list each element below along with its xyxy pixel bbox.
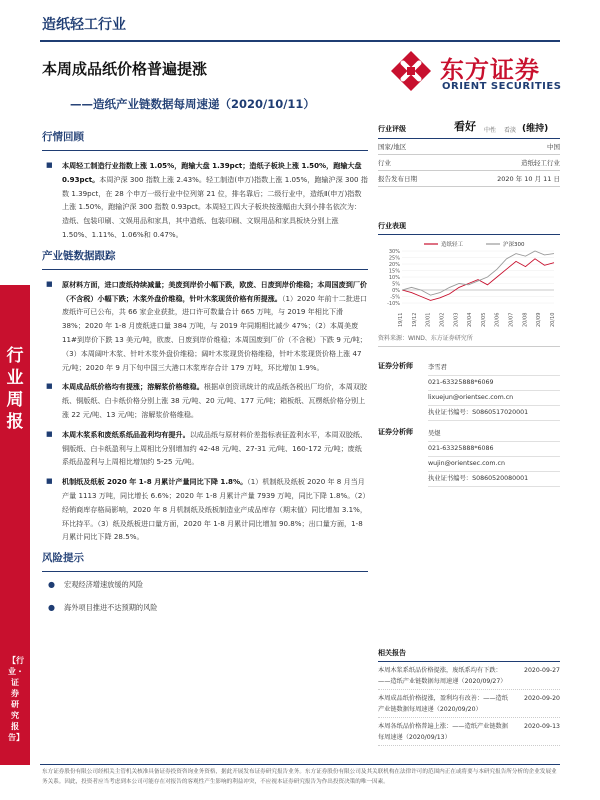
- info-key: 行业: [378, 159, 391, 167]
- analyst-info: [428, 427, 560, 487]
- bullet-lead: 本周成品纸价格均有提涨；溶解浆价格维稳。: [62, 382, 204, 392]
- y-tick-label: 15%: [388, 268, 400, 275]
- section-divider: [42, 571, 368, 572]
- bullet-paragraph: [42, 475, 368, 544]
- bullet-paragraph: [42, 278, 368, 375]
- x-tick-label: 20/08: [522, 312, 529, 327]
- x-tick-label: 20/04: [467, 312, 474, 327]
- rating-row: [378, 118, 560, 139]
- related-report-date: 2020-09-27: [524, 667, 560, 674]
- bullet-body: （1）机制纸及纸板 2020 年 8 月当月产量 1113 万吨，同比增长 6.6%；2020 年 1-8 月累计产量 7939 万吨，同比下降 1.8%。（2）经销商库存格局影响，2020 年 8 月机制纸及纸板制造业产成品库存（期末值）同比增加 3.1%，环比持平。（3）纸及纸板进口量方面，2020 年 1-8 月累计同比增加 90.8%；出口量方面，1-8 月累计同比下降 28.5%。: [62, 477, 367, 542]
- bullet-lead: 机制纸及纸板 2020 年 1-8 月累计产量同比下降 1.8%。: [62, 477, 248, 487]
- x-tick-label: 20/02: [439, 312, 446, 327]
- side-band-subtitle: 【行业・证券研究报告】: [8, 656, 24, 742]
- y-tick-label: 20%: [388, 262, 400, 268]
- disclaimer-footer: 东方证券股份有限公司经相关主管机关核准具备证券投资咨询业务资格，据此开展发布证券研究报告业务。东方证券股份有限公司及其关联机构在法律许可的范围内正在或将要与本研究报告所分析的企业发展业务关系。因此，投资者应当考虑到本公司可能存在对报告的客观性产生影响的利益冲突，不应视本证券研究报告为作出投资决策的唯一因素。: [42, 769, 557, 785]
- rating-weak: 看淡: [504, 127, 517, 134]
- orient-logo-icon: [388, 48, 434, 94]
- analyst-block: [378, 361, 560, 421]
- y-tick-label: 25%: [388, 255, 400, 262]
- x-tick-label: 20/05: [480, 312, 487, 327]
- bullet-lead: 原材料方面，进口废纸持续减量；美废到岸价小幅下跌，欧废、日废到岸价维稳；本周国废到厂价（不含税）小幅下跌；木浆外盘价维稳，针叶木浆现货价格有所提涨。: [62, 279, 368, 303]
- bullet-paragraph: [42, 380, 368, 421]
- performance-chart: [378, 237, 560, 329]
- bullet-paragraph: [42, 428, 368, 469]
- x-tick-label: 19/12: [411, 312, 418, 327]
- analyst-name: 李雪君: [428, 361, 560, 376]
- info-row: [378, 139, 560, 155]
- sidebar: [378, 118, 560, 487]
- x-tick-label: 20/07: [508, 312, 515, 327]
- analyst-email[interactable]: wujin@orientsec.com.cn: [428, 457, 560, 472]
- industry-header: 造纸轻工行业: [42, 17, 126, 33]
- bullet-lead: 本周木浆系和废纸系纸品盈利均有提升。: [62, 429, 190, 439]
- legend-label: 造纸轻工: [441, 242, 464, 248]
- footer-divider: [40, 764, 560, 765]
- legend-label: 沪深300: [503, 242, 525, 248]
- risk-heading: 风险提示: [42, 552, 84, 565]
- x-tick-label: 20/06: [494, 312, 501, 327]
- bullet-body: 本周沪深 300 指数上涨 2.43%。轻工制造(申万)指数上涨 1.05%，跑输沪深 300 指数 1.39pct，在 28 个申万一级行业中位列第 21 位，排名靠后；二级行业中，造纸Ⅱ(申万)指数上涨 1.50%，跑输沪深 300 指数 0.93pct。本周轻工四大子板块按涨幅由大到小排名依次为：造纸、包装印刷、文娱用品和家具，其中造纸、包装印刷、文娱用品和家具板块分别上涨 1.50%、1.11%、1.06%和 0.47%。: [62, 174, 368, 239]
- logo-en: ORIENT SECURITIES: [442, 81, 562, 92]
- x-tick-label: 20/03: [453, 312, 460, 327]
- info-key: 报告发布日期: [378, 175, 417, 183]
- analyst-phone: 021-63325888*6069: [428, 376, 560, 391]
- related-report-title: 本周各纸品价格普遍上涨：——造纸产业链数据每周速递（2020/09/13）: [378, 723, 508, 741]
- bullet-lead: 本周轻工制造行业指数上涨 1.05%，跑输大盘 1.39pct；造纸子板块上涨 1.50%，跑输大盘 0.93pct。: [62, 161, 362, 184]
- related-report-item[interactable]: [378, 690, 560, 718]
- bullet-paragraph: [42, 159, 368, 242]
- related-report-date: 2020-09-13: [524, 723, 560, 730]
- report-subtitle: ——造纸产业链数据每周速递（2020/10/11）: [70, 97, 315, 111]
- x-tick-label: 19/11: [398, 312, 404, 327]
- analyst-block: [378, 427, 560, 487]
- info-value: 2020 年 10 月 11 日: [497, 175, 560, 183]
- related-report-date: 2020-09-20: [524, 695, 560, 702]
- series-line-paper-light: [402, 259, 554, 301]
- chart-source: 资料来源：WIND、东方证券研究所: [378, 333, 560, 347]
- bullet-body: 根据卓创资讯统计的成品纸各税出厂均价，本周双胶纸、铜版纸、白卡纸价格分别上涨 38 元/吨、20 元/吨、177 元/吨；箱板纸、瓦楞纸价格分别上涨 22 元/吨、13 元/吨；溶解浆价格维稳。: [62, 382, 368, 419]
- performance-chart-svg: [378, 237, 560, 329]
- analyst-email[interactable]: lixuejun@orientsec.com.cn: [428, 391, 560, 406]
- rating-neutral: 中性: [484, 127, 497, 134]
- related-report-title: 本周木浆系纸品价格提涨，废纸系均有下跌：——造纸产业链数据每周速递（2020/09/27）: [378, 667, 507, 685]
- rating-maintain: (维持): [522, 124, 549, 134]
- analyst-info: [428, 361, 560, 421]
- report-title: 本周成品纸价格普遍提涨: [42, 60, 208, 78]
- x-tick-label: 20/01: [425, 312, 432, 327]
- y-tick-label: -10%: [387, 301, 400, 307]
- side-band-title: 行业周报: [6, 346, 24, 432]
- analyst-label: 证券分析师: [378, 362, 413, 370]
- section-divider: [42, 269, 368, 270]
- rating-value: 看好: [454, 120, 476, 133]
- y-tick-label: 30%: [388, 249, 400, 255]
- related-report-item[interactable]: [378, 718, 560, 746]
- info-row: [378, 155, 560, 171]
- info-value: 中国: [547, 143, 560, 151]
- risk-item: ● 宏观经济增速放缓的风险: [42, 580, 368, 590]
- y-tick-label: 0%: [392, 288, 400, 294]
- analyst-license: 执业证书编号：S0860520080001: [428, 472, 560, 487]
- x-tick-label: 20/10: [550, 312, 556, 327]
- analyst-phone: 021-63325888*6086: [428, 442, 560, 457]
- orient-securities-logo: [388, 48, 568, 98]
- related-reports: [378, 648, 560, 746]
- y-tick-label: 5%: [392, 281, 400, 288]
- header-divider: [40, 40, 560, 42]
- info-value: 造纸轻工行业: [521, 159, 560, 167]
- info-key: 国家/地区: [378, 143, 407, 151]
- related-report-item[interactable]: [378, 662, 560, 690]
- section-heading: 产业链数据跟踪: [42, 249, 116, 262]
- logo-cn: 东方证券: [440, 56, 540, 84]
- section-divider: [42, 150, 368, 151]
- bullet-body: （1）2020 年前十二批进口废纸许可已公布，共 66 家企业获批，进口许可数量合计 665 万吨，与 2019 年相比下滑 38%；2020 年 1-8 月废纸进口量 384 万吨，与 2019 年同期相比减少 47%；（2）本周美废 11#到岸价下跌 13 美元/吨，欧废、日废到岸价维稳；本周国废到厂价（不含税）下跌 9 元/吨；（3）本周阔叶木浆、针叶木浆外盘价维稳；阔叶木浆现货价格维稳，针叶木浆现货价格上涨 47 元/吨；2020 年 9 月下旬中国三大港口木浆库存合计 179 万吨，环比增加 1.9%。: [62, 293, 368, 372]
- analyst-license: 执业证书编号：S0860517020001: [428, 406, 560, 421]
- rating-label: 行业评级: [378, 125, 406, 133]
- main-content: [42, 125, 368, 626]
- y-tick-label: 10%: [388, 275, 400, 281]
- related-heading: 相关报告: [378, 648, 560, 662]
- risk-item: ● 海外项目推进不达预期的风险: [42, 603, 368, 613]
- analyst-label: 证券分析师: [378, 428, 413, 436]
- chart-title: 行业表现: [378, 221, 560, 235]
- related-report-title: 本周成品纸价格提涨，盈利均有改善：——造纸产业链数据每周速递（2020/09/20）: [378, 695, 508, 713]
- info-row: [378, 171, 560, 187]
- analyst-name: 吴煜: [428, 427, 560, 442]
- section-heading: 行情回顾: [42, 131, 84, 143]
- y-tick-label: -5%: [390, 294, 400, 301]
- bullet-body: 以成品纸与原材料价差指标表征盈利水平，本周双胶纸、铜版纸、白卡纸盈利与上周相比分别增加约 42-48 元/吨、27-31 元/吨、160-172 元/吨；废纸系纸品盈利与上周相比增加约 5-25 元/吨。: [62, 429, 368, 467]
- x-tick-label: 20/09: [536, 312, 543, 327]
